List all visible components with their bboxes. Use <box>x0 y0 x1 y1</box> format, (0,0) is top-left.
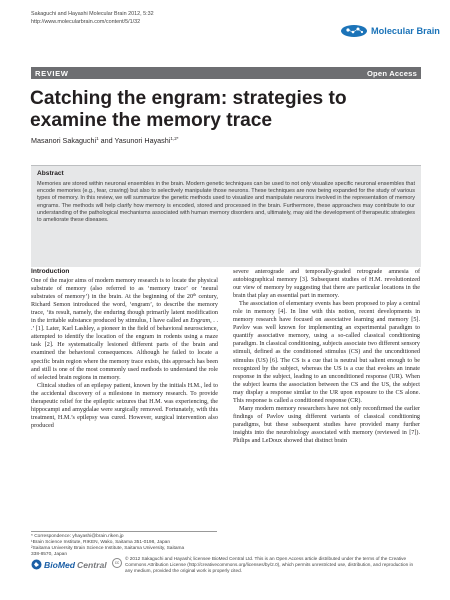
open-access-label: Open Access <box>366 68 417 78</box>
article-title: Catching the engram: strategies to examine the memory trace <box>30 88 347 131</box>
copyright-notice: © 2012 Sakaguchi and Hayashi; licensee BioMed Central Ltd. This is an Open Access article distributed under the terms of the Creative Commons Attribution License (http://creativecommons.org/licenses/by/2.0), which permits unrestricted use, distribution, and reproduction in any medium, provided the original work is properly cited. <box>125 556 414 573</box>
superscript: th <box>193 292 197 298</box>
journal-name: Molecular Brain <box>371 26 440 36</box>
text-run: , . . .’ [1]. Later, Karl Lashley, a pioneer in the field of behavioral neuroscience, attempted to identify the location of the engram in rodents using a maze task [2]. He systematically lesioned different parts of the brain and examined the behavioral consequences. Although he failed to locate a specific brain region where the memory trace exists, this approach has been and still is one of the most commonly used methods to understand the role of selected brain regions in memory. <box>31 318 218 381</box>
running-header <box>31 11 154 26</box>
body-paragraph: Clinical studies of an epilepsy patient, known by the initials H.M., led to the accidental discovery of a milestone in memory research. To provide therapeutic relief for the epileptic seizures that H.M. was experiencing, the hippocampi and amygdalae were surgically removed. Fortunately, with this treatment, H.M.’s epilepsy was cured. However, surgical intervention also produced <box>31 382 218 429</box>
publisher-logo <box>31 559 107 570</box>
emphasis: Engram <box>190 318 211 325</box>
molecular-brain-logo-icon <box>340 24 368 38</box>
text-run: century, Richard Semon introduced the word, ‘engram’, to describe the memory trace, ‘its result, namely, the enduring though primarily latent modification in the irritable substance produced by stimulus, I have called an <box>31 294 218 325</box>
body-paragraph <box>31 277 218 382</box>
article-type-label: REVIEW <box>35 68 69 78</box>
publisher-name-part: BioMed <box>44 559 76 570</box>
citation-text: Sakaguchi and Hayashi Molecular Brain 2012, 5:32 <box>31 11 154 17</box>
affiliation-note: 338-8570, Japan <box>31 551 68 557</box>
body-paragraph: Many modern memory researchers have not only reconfirmed the earlier findings of Pavlov using different variants of classical conditioning paradigms, but these subsequent studies have provided many further insights into the neurobiology associated with memory (reviewed in [7]). Philips and LeDoux showed that distinct brain <box>233 405 420 444</box>
biomed-central-logo-icon <box>31 559 42 570</box>
abstract-box <box>31 165 421 267</box>
abstract-text: Memories are stored within neuronal ensembles in the brain. Modern genetic techniques can be used to not only visualize specific neuronal ensembles that encode memories (e.g., fear, craving) but also to selectively manipulate those neurons. These techniques are now being expanded for the study of various types of memory. In this review, we will summarize the genetic methods used to visualize and manipulate neurons involved in the representation of memory engrams. The methods will help clarify how memory is encoded, stored and processed in the brain. Furthermore, these approaches may contribute to our understanding of the pathological mechanisms associated with human memory disorders and, ultimately, may aid the development of therapeutic strategies to ameliorate these diseases. <box>37 181 415 224</box>
body-paragraph: The association of elementary events has been proposed to play a central role in memory [4]. In line with this notion, recent developments in memory research have focused on associative learning and memory [5]. Pavlov was well known for implementing an experimental paradigm to quantify associative memory, using a so-called classical conditioning paradigm. In classical conditioning, subjects associate two different sensory stimuli, defined as the conditioned stimulus (CS) and the unconditioned stimulus (US) [6]. The CS is a cue that is neutral but salient enough to be recognized by the subject, whereas the US is a cue that evokes an innate response in the subject, leading to an unconditioned response (UR). When the subject learns the association between the CS and the US, the subject may display a response similar to the UR upon exposure to the CS alone. This response is called a conditioned response (CR). <box>233 301 420 404</box>
publisher-name-part: Central <box>77 559 107 570</box>
author-name[interactable]: Masanori Sakaguchi <box>31 136 97 145</box>
affiliation-note: ¹Brain Science Institute, RIKEN, Wako, Saitama 351-0198, Japan <box>31 539 171 545</box>
correspondence-note: * Correspondence: yhayashi@brain.riken.jp <box>31 534 124 539</box>
article-type-bar <box>31 67 421 79</box>
creative-commons-icon: cc <box>112 558 122 568</box>
author-affiliation-marker: 1 <box>96 136 99 141</box>
footnotes <box>31 531 217 558</box>
author-affiliation-marker: 1,2* <box>170 136 179 141</box>
author-name[interactable]: Yasunori Hayashi <box>114 136 171 145</box>
section-heading: Introduction <box>31 268 70 275</box>
body-paragraph: severe anterograde and temporally-graded retrograde amnesia of autobiographical memory [3]. Subsequent studies of H.M. revolutionized our view of memory by suggesting that there are particular locations in the brain that play an essential part in memory. <box>233 269 420 300</box>
article-url-link[interactable]: http://www.molecularbrain.com/content/5/1/32 <box>31 18 141 25</box>
journal-logo <box>340 24 440 38</box>
body-column-left <box>31 268 218 430</box>
abstract-heading: Abstract <box>37 170 64 177</box>
affiliation-note: ²Saitama University Brain Science Institute, Saitama University, Saitama <box>31 545 185 551</box>
author-list <box>31 136 179 145</box>
text-run: One of the major aims of modern memory research is to locate the physical substrate of memory (also referred to as ‘memory trace’ or ‘neural substrates of memory’) in the brain. At the beginning of the 20 <box>31 278 218 301</box>
author-separator: and <box>98 136 115 145</box>
body-column-right <box>233 268 420 445</box>
